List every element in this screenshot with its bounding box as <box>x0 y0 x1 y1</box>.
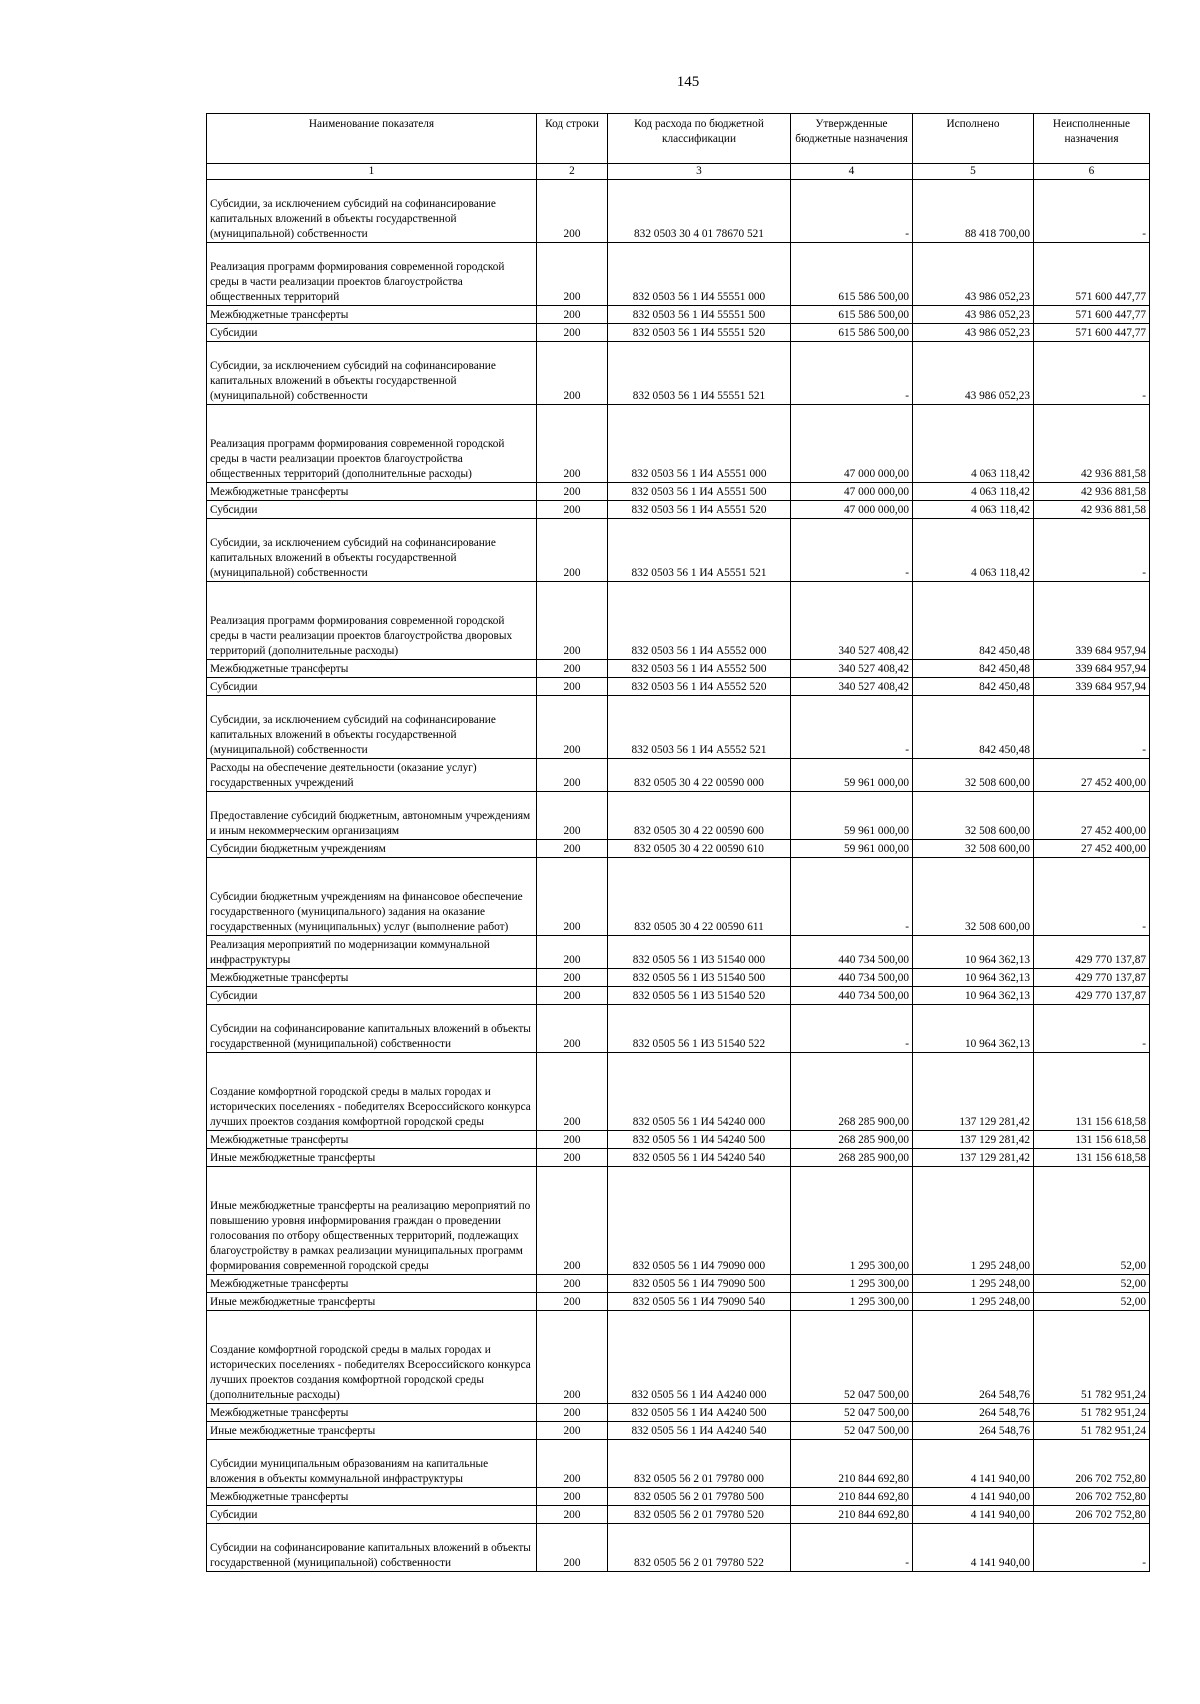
row-approved: 1 295 300,00 <box>791 1275 913 1293</box>
row-approved: - <box>791 696 913 759</box>
row-approved: 615 586 500,00 <box>791 243 913 306</box>
row-executed: 10 964 362,13 <box>913 1005 1034 1053</box>
row-unexecuted: - <box>1034 858 1150 936</box>
row-name: Расходы на обеспечение деятельности (оказание услуг) государственных учреждений <box>207 759 537 792</box>
table-row <box>207 1275 1150 1293</box>
row-approved: 210 844 692,80 <box>791 1506 913 1524</box>
table-row <box>207 759 1150 792</box>
row-executed: 4 063 118,42 <box>913 405 1034 483</box>
row-name: Субсидии на софинансирование капитальных вложений в объекты государственной (муниципальной) собственности <box>207 1524 537 1572</box>
row-approved: 59 961 000,00 <box>791 792 913 840</box>
row-unexecuted: 206 702 752,80 <box>1034 1440 1150 1488</box>
row-line-code: 200 <box>537 519 608 582</box>
row-unexecuted: 206 702 752,80 <box>1034 1488 1150 1506</box>
row-executed: 43 986 052,23 <box>913 243 1034 306</box>
row-line-code: 200 <box>537 858 608 936</box>
row-line-code: 200 <box>537 1440 608 1488</box>
row-executed: 264 548,76 <box>913 1311 1034 1404</box>
row-name: Субсидии бюджетным учреждениям на финансовое обеспечение государственного (муниципального) задания на оказание государственных (муниципальных) услуг (выполнение работ) <box>207 858 537 936</box>
column-number: 2 <box>537 164 608 180</box>
row-classification-code: 832 0505 56 1 И4 79090 000 <box>608 1167 791 1275</box>
column-number: 1 <box>207 164 537 180</box>
table-row <box>207 660 1150 678</box>
row-classification-code: 832 0503 56 1 И4 55551 000 <box>608 243 791 306</box>
row-unexecuted: 52,00 <box>1034 1293 1150 1311</box>
row-approved: 340 527 408,42 <box>791 582 913 660</box>
row-line-code: 200 <box>537 1524 608 1572</box>
row-line-code: 200 <box>537 987 608 1005</box>
table-row <box>207 1506 1150 1524</box>
row-classification-code: 832 0505 56 1 И4 54240 000 <box>608 1053 791 1131</box>
row-classification-code: 832 0505 56 1 И4 А4240 540 <box>608 1422 791 1440</box>
row-line-code: 200 <box>537 501 608 519</box>
row-executed: 842 450,48 <box>913 660 1034 678</box>
row-name: Межбюджетные трансферты <box>207 1275 537 1293</box>
row-unexecuted: 51 782 951,24 <box>1034 1422 1150 1440</box>
table-row <box>207 1404 1150 1422</box>
row-line-code: 200 <box>537 483 608 501</box>
row-name: Создание комфортной городской среды в малых городах и исторических поселениях - победителях Всероссийского конкурса лучших проектов создания комфортной городской среды <box>207 1053 537 1131</box>
row-name: Реализация мероприятий по модернизации коммунальной инфраструктуры <box>207 936 537 969</box>
row-unexecuted: 42 936 881,58 <box>1034 405 1150 483</box>
row-classification-code: 832 0503 56 1 И4 А5551 500 <box>608 483 791 501</box>
row-executed: 137 129 281,42 <box>913 1131 1034 1149</box>
row-line-code: 200 <box>537 342 608 405</box>
row-executed: 4 141 940,00 <box>913 1524 1034 1572</box>
row-line-code: 200 <box>537 1506 608 1524</box>
row-approved: 440 734 500,00 <box>791 936 913 969</box>
row-classification-code: 832 0505 56 1 И3 51540 522 <box>608 1005 791 1053</box>
row-executed: 43 986 052,23 <box>913 342 1034 405</box>
row-classification-code: 832 0505 56 1 И3 51540 000 <box>608 936 791 969</box>
row-unexecuted: 42 936 881,58 <box>1034 501 1150 519</box>
table-row <box>207 696 1150 759</box>
row-executed: 4 063 118,42 <box>913 483 1034 501</box>
column-number: 3 <box>608 164 791 180</box>
row-line-code: 200 <box>537 759 608 792</box>
row-unexecuted: 27 452 400,00 <box>1034 759 1150 792</box>
table-row <box>207 1293 1150 1311</box>
row-line-code: 200 <box>537 180 608 243</box>
row-approved: 268 285 900,00 <box>791 1131 913 1149</box>
page-number: 145 <box>676 74 700 90</box>
row-classification-code: 832 0505 56 1 И3 51540 500 <box>608 969 791 987</box>
row-line-code: 200 <box>537 1149 608 1167</box>
row-line-code: 200 <box>537 660 608 678</box>
row-executed: 10 964 362,13 <box>913 969 1034 987</box>
row-unexecuted: 571 600 447,77 <box>1034 324 1150 342</box>
row-classification-code: 832 0503 56 1 И4 А5552 500 <box>608 660 791 678</box>
row-classification-code: 832 0505 30 4 22 00590 611 <box>608 858 791 936</box>
table-row <box>207 969 1150 987</box>
row-classification-code: 832 0503 56 1 И4 55551 520 <box>608 324 791 342</box>
row-approved: - <box>791 858 913 936</box>
row-executed: 1 295 248,00 <box>913 1167 1034 1275</box>
row-executed: 32 508 600,00 <box>913 759 1034 792</box>
row-unexecuted: 27 452 400,00 <box>1034 840 1150 858</box>
row-approved: 615 586 500,00 <box>791 324 913 342</box>
row-approved: 59 961 000,00 <box>791 759 913 792</box>
row-name: Реализация программ формирования современной городской среды в части реализации проектов благоустройства дворовых территорий (дополнительные расходы) <box>207 582 537 660</box>
row-executed: 4 141 940,00 <box>913 1440 1034 1488</box>
row-name: Создание комфортной городской среды в малых городах и исторических поселениях - победителях Всероссийского конкурса лучших проектов создания комфортной городской среды (дополнительные расходы) <box>207 1311 537 1404</box>
row-line-code: 200 <box>537 696 608 759</box>
row-approved: 440 734 500,00 <box>791 969 913 987</box>
row-approved: - <box>791 1005 913 1053</box>
row-approved: 52 047 500,00 <box>791 1404 913 1422</box>
row-name: Реализация программ формирования современной городской среды в части реализации проектов благоустройства общественных территорий <box>207 243 537 306</box>
row-line-code: 200 <box>537 969 608 987</box>
row-classification-code: 832 0505 56 1 И4 54240 500 <box>608 1131 791 1149</box>
row-line-code: 200 <box>537 1293 608 1311</box>
row-name: Иные межбюджетные трансферты <box>207 1293 537 1311</box>
row-approved: 1 295 300,00 <box>791 1167 913 1275</box>
row-line-code: 200 <box>537 792 608 840</box>
table-row <box>207 180 1150 243</box>
row-unexecuted: 131 156 618,58 <box>1034 1131 1150 1149</box>
row-unexecuted: - <box>1034 696 1150 759</box>
table-row <box>207 1311 1150 1404</box>
row-line-code: 200 <box>537 243 608 306</box>
row-executed: 1 295 248,00 <box>913 1275 1034 1293</box>
row-classification-code: 832 0503 30 4 01 78670 521 <box>608 180 791 243</box>
row-name: Межбюджетные трансферты <box>207 306 537 324</box>
row-classification-code: 832 0503 56 1 И4 55551 500 <box>608 306 791 324</box>
table-row <box>207 1488 1150 1506</box>
table-row <box>207 405 1150 483</box>
table-row <box>207 1149 1150 1167</box>
row-unexecuted: 131 156 618,58 <box>1034 1053 1150 1131</box>
row-name: Предоставление субсидий бюджетным, автономным учреждениям и иным некоммерческим организациям <box>207 792 537 840</box>
row-executed: 43 986 052,23 <box>913 306 1034 324</box>
row-executed: 264 548,76 <box>913 1404 1034 1422</box>
table-row <box>207 840 1150 858</box>
row-name: Субсидии <box>207 501 537 519</box>
table-row <box>207 987 1150 1005</box>
row-classification-code: 832 0503 56 1 И4 А5552 000 <box>608 582 791 660</box>
row-executed: 32 508 600,00 <box>913 792 1034 840</box>
table-row <box>207 1005 1150 1053</box>
budget-report-table <box>206 113 1150 1572</box>
row-unexecuted: 206 702 752,80 <box>1034 1506 1150 1524</box>
table-row <box>207 1524 1150 1572</box>
row-name: Реализация программ формирования современной городской среды в части реализации проектов благоустройства общественных территорий (дополнительные расходы) <box>207 405 537 483</box>
row-approved: - <box>791 519 913 582</box>
row-name: Иные межбюджетные трансферты <box>207 1149 537 1167</box>
row-unexecuted: 429 770 137,87 <box>1034 936 1150 969</box>
table-row <box>207 678 1150 696</box>
row-classification-code: 832 0503 56 1 И4 А5552 520 <box>608 678 791 696</box>
row-name: Субсидии, за исключением субсидий на софинансирование капитальных вложений в объекты государственной (муниципальной) собственности <box>207 180 537 243</box>
row-unexecuted: 42 936 881,58 <box>1034 483 1150 501</box>
row-executed: 137 129 281,42 <box>913 1053 1034 1131</box>
table-body <box>207 180 1150 1572</box>
row-name: Субсидии муниципальным образованиям на капитальные вложения в объекты коммунальной инфраструктуры <box>207 1440 537 1488</box>
row-approved: 615 586 500,00 <box>791 306 913 324</box>
row-line-code: 200 <box>537 1005 608 1053</box>
column-number-row <box>207 164 1150 180</box>
row-name: Межбюджетные трансферты <box>207 1488 537 1506</box>
row-unexecuted: 27 452 400,00 <box>1034 792 1150 840</box>
row-approved: 47 000 000,00 <box>791 501 913 519</box>
row-executed: 4 141 940,00 <box>913 1488 1034 1506</box>
row-approved: 340 527 408,42 <box>791 678 913 696</box>
table-row <box>207 342 1150 405</box>
row-classification-code: 832 0503 56 1 И4 А5551 000 <box>608 405 791 483</box>
row-name: Межбюджетные трансферты <box>207 1131 537 1149</box>
row-executed: 842 450,48 <box>913 696 1034 759</box>
row-classification-code: 832 0505 56 2 01 79780 520 <box>608 1506 791 1524</box>
row-classification-code: 832 0505 56 1 И4 79090 540 <box>608 1293 791 1311</box>
row-classification-code: 832 0505 56 1 И4 А4240 500 <box>608 1404 791 1422</box>
table-row <box>207 858 1150 936</box>
row-name: Субсидии, за исключением субсидий на софинансирование капитальных вложений в объекты государственной (муниципальной) собственности <box>207 342 537 405</box>
row-executed: 4 063 118,42 <box>913 519 1034 582</box>
header-row <box>207 114 1150 164</box>
row-unexecuted: 571 600 447,77 <box>1034 243 1150 306</box>
header-executed: Исполнено <box>913 114 1034 164</box>
row-classification-code: 832 0505 30 4 22 00590 600 <box>608 792 791 840</box>
row-name: Межбюджетные трансферты <box>207 483 537 501</box>
table-row <box>207 1131 1150 1149</box>
header-unexecuted: Неисполненные назначения <box>1034 114 1150 164</box>
header-indicator-name: Наименование показателя <box>207 114 537 164</box>
table-row <box>207 306 1150 324</box>
row-unexecuted: 339 684 957,94 <box>1034 660 1150 678</box>
row-line-code: 200 <box>537 306 608 324</box>
row-approved: 210 844 692,80 <box>791 1488 913 1506</box>
row-line-code: 200 <box>537 1422 608 1440</box>
row-executed: 10 964 362,13 <box>913 987 1034 1005</box>
row-unexecuted: 51 782 951,24 <box>1034 1404 1150 1422</box>
row-unexecuted: 131 156 618,58 <box>1034 1149 1150 1167</box>
row-executed: 88 418 700,00 <box>913 180 1034 243</box>
row-classification-code: 832 0505 56 2 01 79780 500 <box>608 1488 791 1506</box>
row-unexecuted: 429 770 137,87 <box>1034 969 1150 987</box>
row-executed: 264 548,76 <box>913 1422 1034 1440</box>
row-classification-code: 832 0505 56 1 И4 54240 540 <box>608 1149 791 1167</box>
row-name: Субсидии, за исключением субсидий на софинансирование капитальных вложений в объекты государственной (муниципальной) собственности <box>207 696 537 759</box>
row-name: Субсидии, за исключением субсидий на софинансирование капитальных вложений в объекты государственной (муниципальной) собственности <box>207 519 537 582</box>
row-name: Субсидии бюджетным учреждениям <box>207 840 537 858</box>
row-executed: 32 508 600,00 <box>913 840 1034 858</box>
row-approved: 210 844 692,80 <box>791 1440 913 1488</box>
row-unexecuted: 52,00 <box>1034 1167 1150 1275</box>
row-line-code: 200 <box>537 324 608 342</box>
row-approved: 340 527 408,42 <box>791 660 913 678</box>
row-name: Субсидии <box>207 678 537 696</box>
row-approved: - <box>791 180 913 243</box>
row-approved: 59 961 000,00 <box>791 840 913 858</box>
header-classification-code: Код расхода по бюджетной классификации <box>608 114 791 164</box>
row-classification-code: 832 0503 56 1 И4 55551 521 <box>608 342 791 405</box>
row-executed: 842 450,48 <box>913 678 1034 696</box>
row-name: Иные межбюджетные трансферты на реализацию мероприятий по повышению уровня информирования граждан о проведении голосования по отбору общественных территорий, подлежащих благоустройству в рамках реализации муниципальных программ формирования современной городской среды <box>207 1167 537 1275</box>
row-unexecuted: - <box>1034 1005 1150 1053</box>
row-name: Иные межбюджетные трансферты <box>207 1422 537 1440</box>
row-executed: 32 508 600,00 <box>913 858 1034 936</box>
table-row <box>207 483 1150 501</box>
table-row <box>207 501 1150 519</box>
row-classification-code: 832 0505 56 2 01 79780 522 <box>608 1524 791 1572</box>
row-approved: 52 047 500,00 <box>791 1422 913 1440</box>
row-line-code: 200 <box>537 1053 608 1131</box>
row-unexecuted: 339 684 957,94 <box>1034 678 1150 696</box>
row-classification-code: 832 0505 56 2 01 79780 000 <box>608 1440 791 1488</box>
column-number: 6 <box>1034 164 1150 180</box>
row-unexecuted: 571 600 447,77 <box>1034 306 1150 324</box>
row-executed: 4 063 118,42 <box>913 501 1034 519</box>
table-row <box>207 582 1150 660</box>
row-executed: 1 295 248,00 <box>913 1293 1034 1311</box>
row-unexecuted: - <box>1034 180 1150 243</box>
row-executed: 10 964 362,13 <box>913 936 1034 969</box>
row-classification-code: 832 0505 30 4 22 00590 000 <box>608 759 791 792</box>
row-line-code: 200 <box>537 936 608 969</box>
row-name: Субсидии <box>207 1506 537 1524</box>
row-unexecuted: 429 770 137,87 <box>1034 987 1150 1005</box>
row-executed: 842 450,48 <box>913 582 1034 660</box>
row-classification-code: 832 0505 56 1 И4 79090 500 <box>608 1275 791 1293</box>
row-line-code: 200 <box>537 1404 608 1422</box>
row-classification-code: 832 0505 56 1 И4 А4240 000 <box>608 1311 791 1404</box>
row-classification-code: 832 0503 56 1 И4 А5551 521 <box>608 519 791 582</box>
header-approved: Утвержденные бюджетные назначения <box>791 114 913 164</box>
table-row <box>207 792 1150 840</box>
row-approved: 47 000 000,00 <box>791 483 913 501</box>
table-row <box>207 1167 1150 1275</box>
row-unexecuted: 339 684 957,94 <box>1034 582 1150 660</box>
table-row <box>207 1053 1150 1131</box>
row-line-code: 200 <box>537 678 608 696</box>
row-approved: - <box>791 1524 913 1572</box>
row-line-code: 200 <box>537 1275 608 1293</box>
row-unexecuted: - <box>1034 342 1150 405</box>
row-executed: 43 986 052,23 <box>913 324 1034 342</box>
row-unexecuted: 51 782 951,24 <box>1034 1311 1150 1404</box>
table-row <box>207 1440 1150 1488</box>
row-approved: 268 285 900,00 <box>791 1053 913 1131</box>
row-name: Субсидии <box>207 987 537 1005</box>
row-classification-code: 832 0505 56 1 И3 51540 520 <box>608 987 791 1005</box>
row-executed: 137 129 281,42 <box>913 1149 1034 1167</box>
row-approved: 268 285 900,00 <box>791 1149 913 1167</box>
row-unexecuted: 52,00 <box>1034 1275 1150 1293</box>
row-line-code: 200 <box>537 405 608 483</box>
row-approved: - <box>791 342 913 405</box>
row-name: Межбюджетные трансферты <box>207 969 537 987</box>
table-row <box>207 243 1150 306</box>
row-name: Межбюджетные трансферты <box>207 660 537 678</box>
column-number: 4 <box>791 164 913 180</box>
table-row <box>207 1422 1150 1440</box>
table-row <box>207 324 1150 342</box>
row-line-code: 200 <box>537 1131 608 1149</box>
row-unexecuted: - <box>1034 519 1150 582</box>
table-row <box>207 519 1150 582</box>
column-number: 5 <box>913 164 1034 180</box>
row-name: Межбюджетные трансферты <box>207 1404 537 1422</box>
row-classification-code: 832 0503 56 1 И4 А5552 521 <box>608 696 791 759</box>
row-name: Субсидии <box>207 324 537 342</box>
row-approved: 52 047 500,00 <box>791 1311 913 1404</box>
row-line-code: 200 <box>537 1488 608 1506</box>
row-classification-code: 832 0503 56 1 И4 А5551 520 <box>608 501 791 519</box>
header-line-code: Код строки <box>537 114 608 164</box>
table-row <box>207 936 1150 969</box>
row-unexecuted: - <box>1034 1524 1150 1572</box>
row-approved: 440 734 500,00 <box>791 987 913 1005</box>
row-line-code: 200 <box>537 840 608 858</box>
row-line-code: 200 <box>537 1167 608 1275</box>
row-approved: 1 295 300,00 <box>791 1293 913 1311</box>
row-line-code: 200 <box>537 582 608 660</box>
row-line-code: 200 <box>537 1311 608 1404</box>
row-classification-code: 832 0505 30 4 22 00590 610 <box>608 840 791 858</box>
row-executed: 4 141 940,00 <box>913 1506 1034 1524</box>
row-approved: 47 000 000,00 <box>791 405 913 483</box>
row-name: Субсидии на софинансирование капитальных вложений в объекты государственной (муниципальной) собственности <box>207 1005 537 1053</box>
